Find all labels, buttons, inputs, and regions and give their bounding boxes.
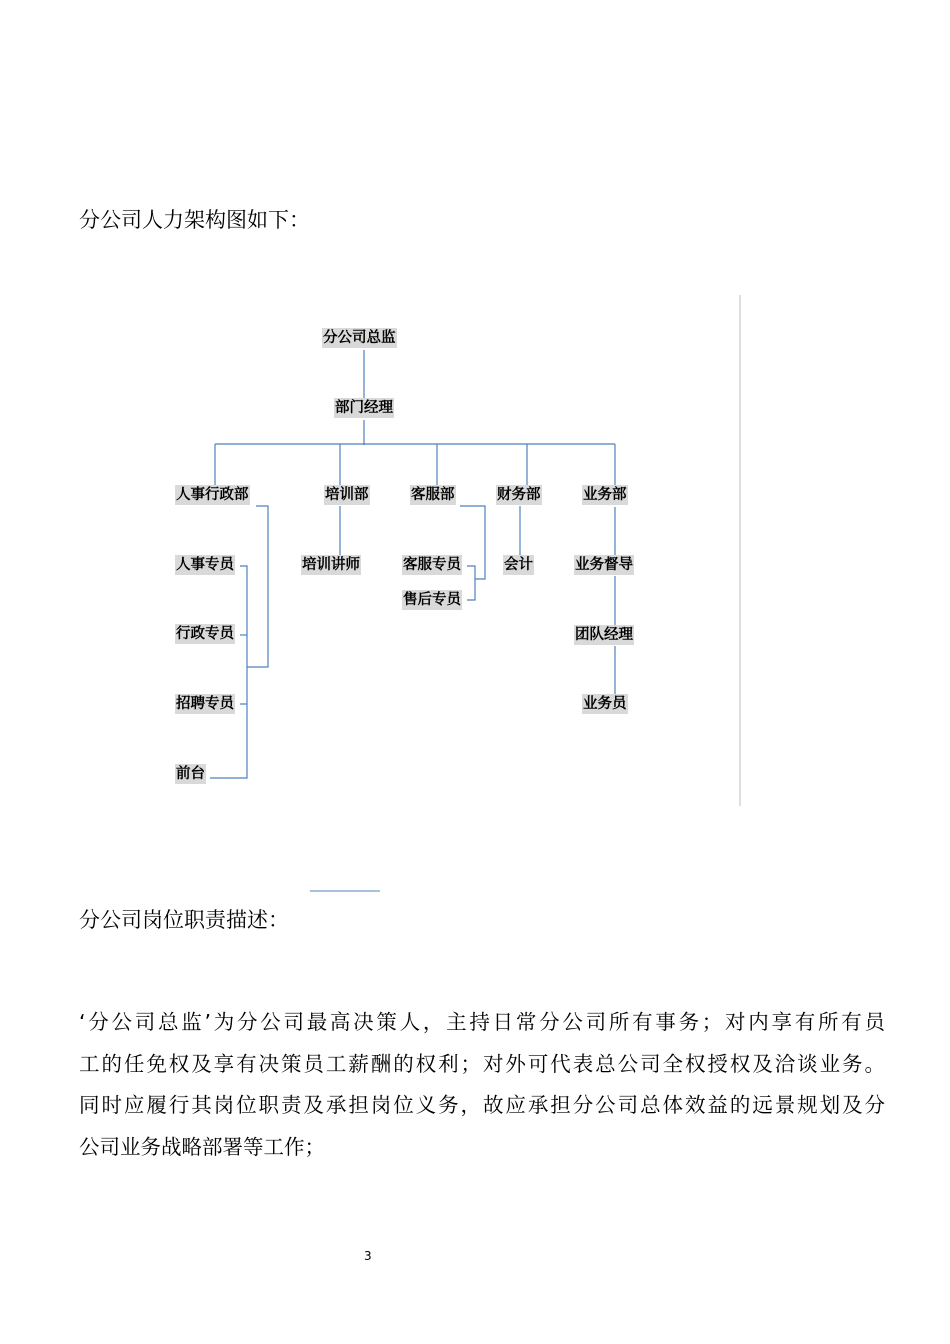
node-admin-specialist: 行政专员 xyxy=(176,626,234,642)
node-dept-customer-service: 客服部 xyxy=(411,487,455,503)
description-line: 公司业务战略部署等工作； xyxy=(79,1134,325,1159)
node-manager: 部门经理 xyxy=(335,400,393,416)
line-cs-staff-bracket xyxy=(467,566,475,600)
node-hr-specialist: 人事专员 xyxy=(176,557,234,573)
node-director: 分公司总监 xyxy=(323,330,396,346)
node-cs-specialist: 客服专员 xyxy=(403,557,461,573)
node-dept-sales: 业务部 xyxy=(583,487,627,503)
node-front-desk: 前台 xyxy=(176,766,205,782)
line-hr-bracket xyxy=(247,506,268,667)
line-cs-bracket xyxy=(460,506,485,579)
duties-heading: 分公司岗位职责描述： xyxy=(79,908,289,932)
description-line: ‘分公司总监’为分公司最高决策人，主持日常分公司所有事务；对内享有所有员 xyxy=(79,1010,885,1034)
node-salesperson: 业务员 xyxy=(583,696,627,712)
node-dept-training: 培训部 xyxy=(325,487,369,503)
node-sales-supervisor: 业务督导 xyxy=(575,557,633,573)
org-heading: 分公司人力架构图如下： xyxy=(79,208,310,232)
node-dept-hr-admin: 人事行政部 xyxy=(176,487,249,503)
node-after-sales-specialist: 售后专员 xyxy=(403,592,461,608)
description-line: 同时应履行其岗位职责及承担岗位义务，故应承担分公司总体效益的远景规划及分 xyxy=(79,1093,885,1117)
node-trainer: 培训讲师 xyxy=(302,557,360,573)
node-dept-finance: 财务部 xyxy=(497,487,541,503)
page-number: 3 xyxy=(364,1249,372,1263)
line-hr-staff-bracket xyxy=(210,566,247,778)
node-recruit-specialist: 招聘专员 xyxy=(176,696,234,712)
node-team-manager: 团队经理 xyxy=(575,627,633,643)
node-accountant: 会计 xyxy=(504,557,533,573)
director-description xyxy=(79,1002,885,1168)
description-line: 工的任免权及享有决策员工薪酬的权利；对外可代表总公司全权授权及洽谈业务。 xyxy=(79,1051,885,1076)
